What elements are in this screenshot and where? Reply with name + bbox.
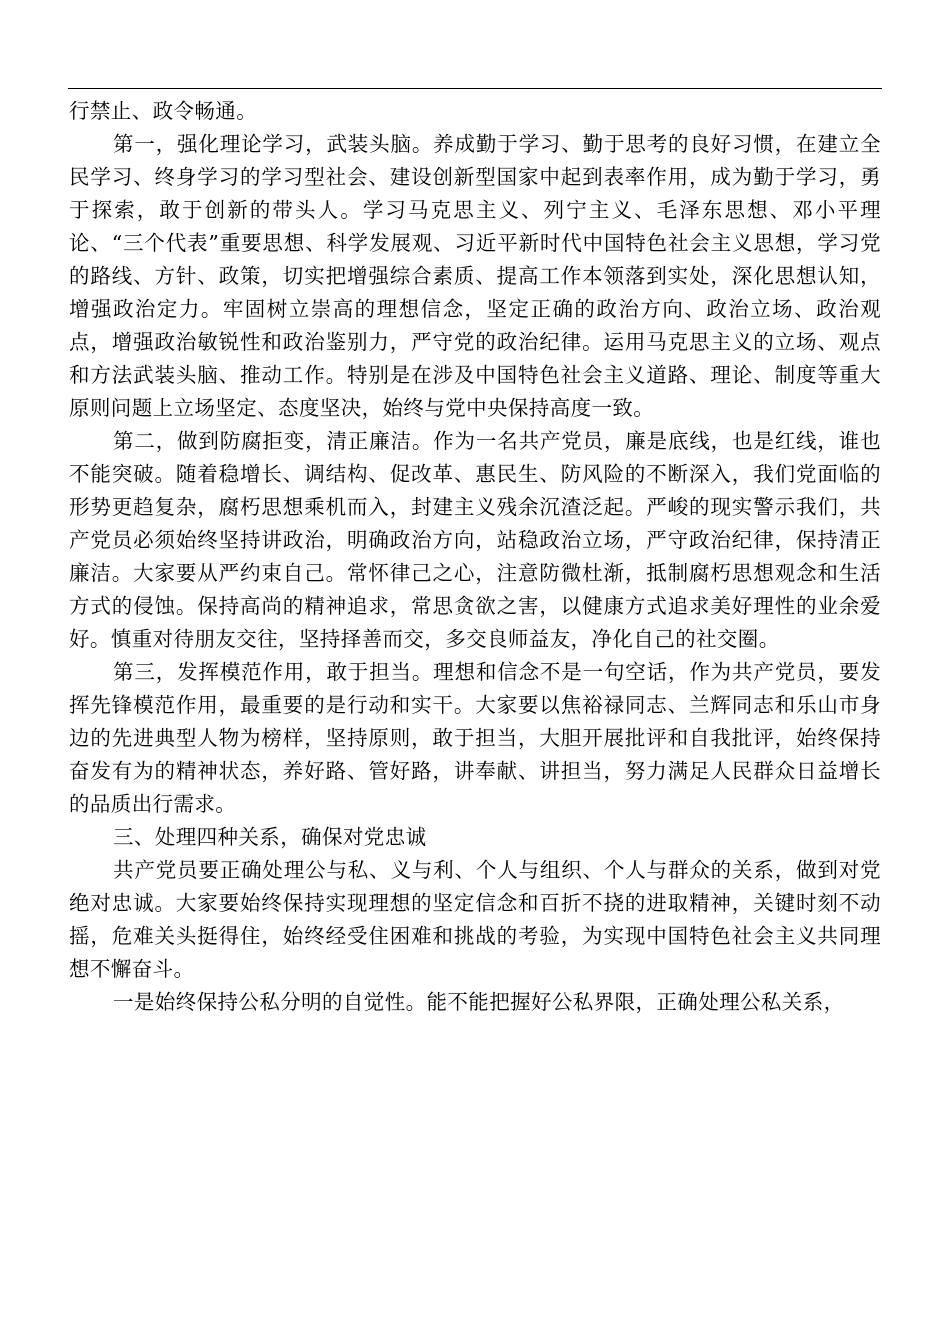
paragraph-four-relations: 共产党员要正确处理公与私、义与利、个人与组织、个人与群众的关系，做到对党绝对忠诚。大家要始终保持实现理想的坚定信念和百折不挠的进取精神，关键时刻不动摇，危难关头挺得住，始终经受住困难和挑战的考验，为实现中国特色社会主义共同理想不懈奋斗。: [69, 858, 881, 981]
paragraph-theory-study: 第一，强化理论学习，武装头脑。养成勤于学习、勤于思考的良好习惯，在建立全民学习、终身学习的学习型社会、建设创新型国家中起到表率作用，成为勤于学习，勇于探索，敢于创新的带头人。学习马克思主义、列宁主义、毛泽东思想、邓小平理论、“三个代表”重要思想、科学发展观、习近平新时代中国特色社会主义思想，学习党的路线、方针、政策，切实把增强综合素质、提高工作本领落到实处，深化思想认知，增强政治定力。牢固树立崇高的理想信念，坚定正确的政治方向、政治立场、政治观点，增强政治敏锐性和政治鉴别力，严守党的政治纪律。运用马克思主义的立场、观点和方法武装头脑、推动工作。特别是在涉及中国特色社会主义道路、理论、制度等重大原则问题上立场坚定、态度坚决，始终与党中央保持高度一致。: [69, 132, 881, 420]
paragraph-public-private: 一是始终保持公私分明的自觉性。能不能把握好公私界限，正确处理公私关系，: [113, 990, 845, 1014]
section-heading: 三、处理四种关系，确保对党忠诚: [113, 825, 427, 849]
header-rule: [68, 88, 882, 89]
paragraph-anti-corruption: 第二，做到防腐拒变，清正廉洁。作为一名共产党员，廉是底线，也是红线，谁也不能突破。随着稳增长、调结构、促改革、惠民生、防风险的不断深入，我们党面临的形势更趋复杂，腐朽思想乘机而入，封建主义残余沉渣泛起。严峻的现实警示我们，共产党员必须始终坚持讲政治，明确政治方向，站稳政治立场，严守政治纪律，保持清正廉洁。大家要从严约束自己。常怀律己之心，注意防微杜渐，抵制腐朽思想观念和生活方式的侵蚀。保持高尚的精神追求，常思贪欲之害，以健康方式追求美好理性的业余爱好。慎重对待朋友交往，坚持择善而交，多交良师益友，净化自己的社交圈。: [69, 429, 881, 651]
paragraph-exemplary-role: 第三，发挥模范作用，敢于担当。理想和信念不是一句空话，作为共产党员，要发挥先锋模范作用，最重要的是行动和实干。大家要以焦裕禄同志、兰辉同志和乐山市身边的先进典型人物为榜样，坚持原则，敢于担当，大胆开展批评和自我批评，始终保持奋发有为的精神状态，养好路、管好路，讲奉献、讲担当，努力满足人民群众日益增长的品质出行需求。: [69, 660, 881, 816]
paragraph-continuation: 行禁止、政令畅通。: [69, 99, 258, 123]
document-body: [69, 95, 881, 1019]
